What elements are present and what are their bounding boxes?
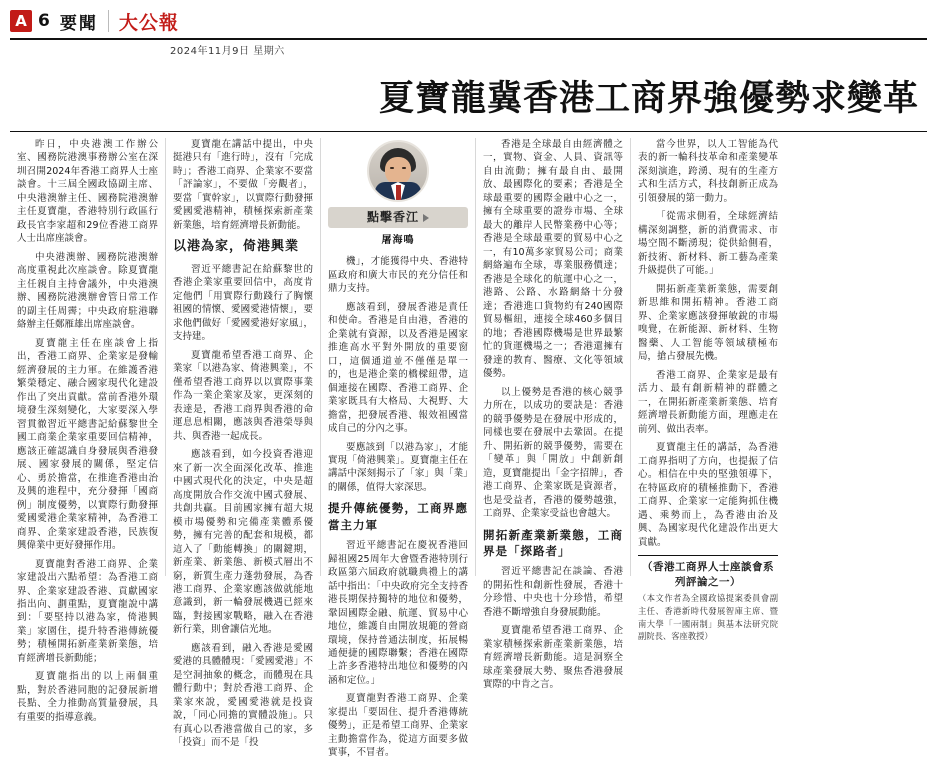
column-5 xyxy=(630,138,785,642)
paragraph: 香港工商界、企業家是最有活力、最有創新精神的群體之一，在開拓新產業新業態、培育經濟增長新動能方面，理應走在前列、做出表率。 xyxy=(638,369,778,435)
masthead xyxy=(10,6,927,40)
column-badge-label: 點擊香江 xyxy=(366,210,419,224)
paragraph: 夏寶龍主任在座談會上指出，香港工商界、企業家是發輸經濟發展的主力軍。在維護香港繁榮穩定、融合國家現代化建設作出了突出貢獻。當前香港外環境發生深刻變化，大家要深入學習貫徹習近平總書記給蘇黎世全國工商業企業家重要回信精神，應該正確認識自身發展與香港發展、國家發展的關係，堅定信心、勇於擔當，在推進香港由治及興的進程中，充分發揮「國商例」制度優勢，以實際行動發揮愛國愛港企業家精神，為香港工商界、企業家建設香港，民族復興偉業中更好發揮作用。 xyxy=(17,337,158,552)
paragraph: 夏寶龍對香港工商界、企業家建設出六點希望：為香港工商界、企業家建設香港、貢獻國家指出向、劃重點，夏寶龍說中講到：「要堅持以港為家，倚港興業」家園住，提升特香港傳統優勢；積極開拓新產業新業態，培育經濟增長新動能； xyxy=(17,558,158,664)
author-name: 屠海鳴 xyxy=(381,235,415,247)
paragraph: 應該看到，融入香港是愛國愛港的具體體現：「愛國愛港」不是空洞抽象的概念，而體現在具體行動中；對於香港工商界、企業家來說，愛國愛港就是投資說，「同心同擔的實體設施」。只有真心以香港當做自己的家，多「投資」而不是「投 xyxy=(173,642,313,749)
paragraph: 夏寶龍指出的以上兩個重點，對於香港同胞的記發展新增長點、全力推動高質量發展，具有重要的指導意義。 xyxy=(17,671,158,723)
avatar-eye-right xyxy=(402,167,406,169)
paragraph: 以上優勢是香港的核心競爭力所在，以成功的要訣是：香港的競爭優勢是在發展中形成的，同樣也要在發展中去鞏固。在提升、開拓新的競爭優勢，需要在「變革」與「開放」中創新創造，夏寶龍提出「金字招牌」，香港工商界、企業家既是資源者，也是受益者，香港的優勢越強，工商界、企業家受益也會越大。 xyxy=(483,386,623,520)
column-3 xyxy=(320,138,475,759)
avatar-tie xyxy=(396,185,401,201)
paragraph: 習近平總書記在慶祝香港回歸祖國25周年大會暨香港特別行政區第六屆政府就職典禮上的講話中指出：「中央政府完全支持香港長期保持獨特的地位和優勢，鞏固國際金融、航運、貿易中心地位，維護自由開放規範的營商環境，保持普通法制度，拓展暢通便捷的國際聯繫；香港在國際上許多香港特出地位和優勢的內涵和定位。」 xyxy=(328,540,468,686)
footer-note xyxy=(638,555,778,644)
paragraph: 應該看到，發展香港是責任和使命。香港是自由港，香港的企業就有資源，以及香港是國家推進高水平對外開放的重要窗口，這個通道並不僅僅是單一的，也是港企業的橋樑紐帶，這個連接在國際、香港工商界、企業家既具有大格局、大視野、大擔當，把發展香港、報效祖國當成自己的分內之事。 xyxy=(328,301,468,435)
paragraph: 要應該到「以港為家」，才能實現「倚港興業」。夏寶龍主任在講話中深刻揭示了「家」與「業」的關係，值得大家深思。 xyxy=(328,441,468,493)
section-name: 要聞 xyxy=(59,13,98,34)
paragraph: 習近平總書記在談論、香港的開拓性和創新性發展，香港十分珍惜、中央也十分珍惜，希望香港不斷增強自身發展動能。 xyxy=(483,566,623,618)
paragraph: 香港是全球最自由經濟體之一，實物、資金、人員、資訊等自由流動；擁有最自由、最開放、最國際化的要素；香港是全球最重要的國際金融中心之一，擁有全球重要的證券市場、全球最大的離岸人民幣業務中心等；香港是全球最重要的貿易中心之一，有10萬多家貿易公司；商業網絡遍布全球，專業服務價達；香港是全球化的航運中心之一，港路、公路、水路網絡十分發達；香港進口貨物約有240國際貿易樞紐，連接全球460多個目的地；香港國際機場是世界最繁忙的貨運機場之一；香港還擁有發達的教育、醫療、文化等領域優勢。 xyxy=(483,139,623,380)
footer-title: （香港工商界人士座談會系列評論之一） xyxy=(642,561,774,588)
paragraph: 「從需求側看，全球經濟結構深刻調整，新的消費需求、市場空間不斷湧現；從供給側看，新技術、新材料、新工藝為產業升級提供了可能。」 xyxy=(638,211,778,277)
page-title: 夏寶龍冀香港工商界強優勢求變革 xyxy=(10,57,927,132)
column-badge xyxy=(328,207,468,228)
masthead-divider xyxy=(108,10,109,32)
page-number: 6 xyxy=(38,11,50,31)
paragraph: 應該看到，如今投資香港迎來了新一次全面深化改革、推進中國式現代化的決定，中央是超高度開放合作交流中國式發展、共創共贏。目前國家擁有超大規模市場優勢和完備產業體系優勢，擁有完善的配套和規模，都這入了「動能轉換」的關鍵期，新產業、新業態、新模式層出不窮，新質生產力蓬勃發展，為香港工商界、企業家應該做就能地意識到，新一輪發展機遇已經來臨，對接國家戰略，融入在香港新行業，則會讓信光地。 xyxy=(173,449,313,636)
section-badge: A xyxy=(10,10,32,32)
paragraph: 中央港澳辦、國務院港澳辦高度重視此次座談會。除夏寶龍主任親自主持會議外，中央港澳辦、國務院港澳辦會管日常工作的副主任周霽；中央政府駐港聯絡辦主任鄭雁雄出席座談會。 xyxy=(17,251,158,331)
avatar-eye-left xyxy=(390,167,394,169)
publication-date: 2024年11月9日 星期六 xyxy=(170,46,285,57)
paragraph: 當今世界，以人工智能為代表的新一輪科技革命和產業變革深刻演進，跨湧、現有的生產方式和生活方式，科技創新正成為引領發展的第一動力。 xyxy=(638,139,778,204)
paragraph: 機」，才能獲得中央、香港特區政府和廣大市民的充分信任和鼎力支持。 xyxy=(328,256,468,295)
paragraph: 夏寶龍對香港工商界、企業家提出「要固住、提升香港傳統優勢」，正是希望工商界、企業家主動擔當作為，從這方面要多做實事，不冒者。 xyxy=(328,693,468,759)
newspaper-logo: 大公報 xyxy=(118,11,179,34)
article-columns xyxy=(10,138,927,759)
chevron-right-icon xyxy=(423,214,429,222)
author-bio: （本文作者為全國政協提案委員會副主任、香港新時代發展智庫主席、暨南大學「一國兩制」與基本法研究院副院長、客座教授） xyxy=(638,593,778,642)
paragraph: 夏寶龍希望香港工商界、企業家積極探索新產業新業態，培育經濟增長新動能。這是洞察全球產業發展大勢、聚焦香港發展實際的中肯之言。 xyxy=(483,625,623,691)
paragraph: 開拓新產業新業態，需要創新思維和開拓精神。香港工商界、企業家應該發揮敏銳的市場嗅覺，在新能源、新材料、生物醫藥、人工智能等領域積極布局，搶占發展先機。 xyxy=(638,283,778,363)
subheading-2: 提升傳統優勢，工商界應當主力軍 xyxy=(328,501,468,532)
column-4 xyxy=(475,138,630,691)
author-portrait-block xyxy=(328,140,468,228)
column-2 xyxy=(165,138,320,749)
paragraph: 夏寶龍希望香港工商界、企業家「以港為家、倚港興業」，不僅希望香港工商界以以實際事業作為一業企業家及家，更深刻的表達是，香港工商界與香港的命運息息相關，應該與香港榮辱與共、與香港一起成長。 xyxy=(173,349,313,442)
subheading-3: 開拓新產業新業態，工商界是「探路者」 xyxy=(483,527,623,558)
paragraph: 夏寶龍在講話中提出，中央挺港只有「進行時」，沒有「完成時」；香港工商界、企業家不要當「評論家」，不要做「旁觀者」，要當「實幹家」，以實際行動發揮愛國愛港精神，積極探索新產業新業態，培育經濟增長新動能。 xyxy=(173,139,313,231)
paragraph: 習近平總書記在給蘇黎世的香港企業家重要回信中，高度肯定他們「用實際行動踐行了胸懷祖國的情懷、愛國愛港情懷」，要求他們做好「愛國愛港好家風」，支持建。 xyxy=(173,263,313,343)
column-1 xyxy=(10,138,165,723)
subheading-1: 以港為家，倚港興業 xyxy=(173,239,300,255)
avatar-face xyxy=(385,157,411,185)
paragraph: 昨日，中央港澳工作辦公室、國務院港澳事務辦公室在深圳召開2024年香港工商界人士座談會。十三屆全國政協副主席、中央港澳辦主任、國務院港澳辦主任夏寶龍，香港特別行政區行政長官李家超和29位香港工商界人士出席座談會。 xyxy=(17,139,158,245)
paragraph: 夏寶龍主任的講話，為香港工商界指明了方向，也提振了信心。相信在中央的堅強領導下，在特區政府的積極推動下，香港工商界、企業家一定能夠抓住機遇、乘勢而上，為香港由治及興、為國家現代化建設作出更大貢獻。 xyxy=(638,442,778,548)
author-avatar xyxy=(367,140,429,202)
